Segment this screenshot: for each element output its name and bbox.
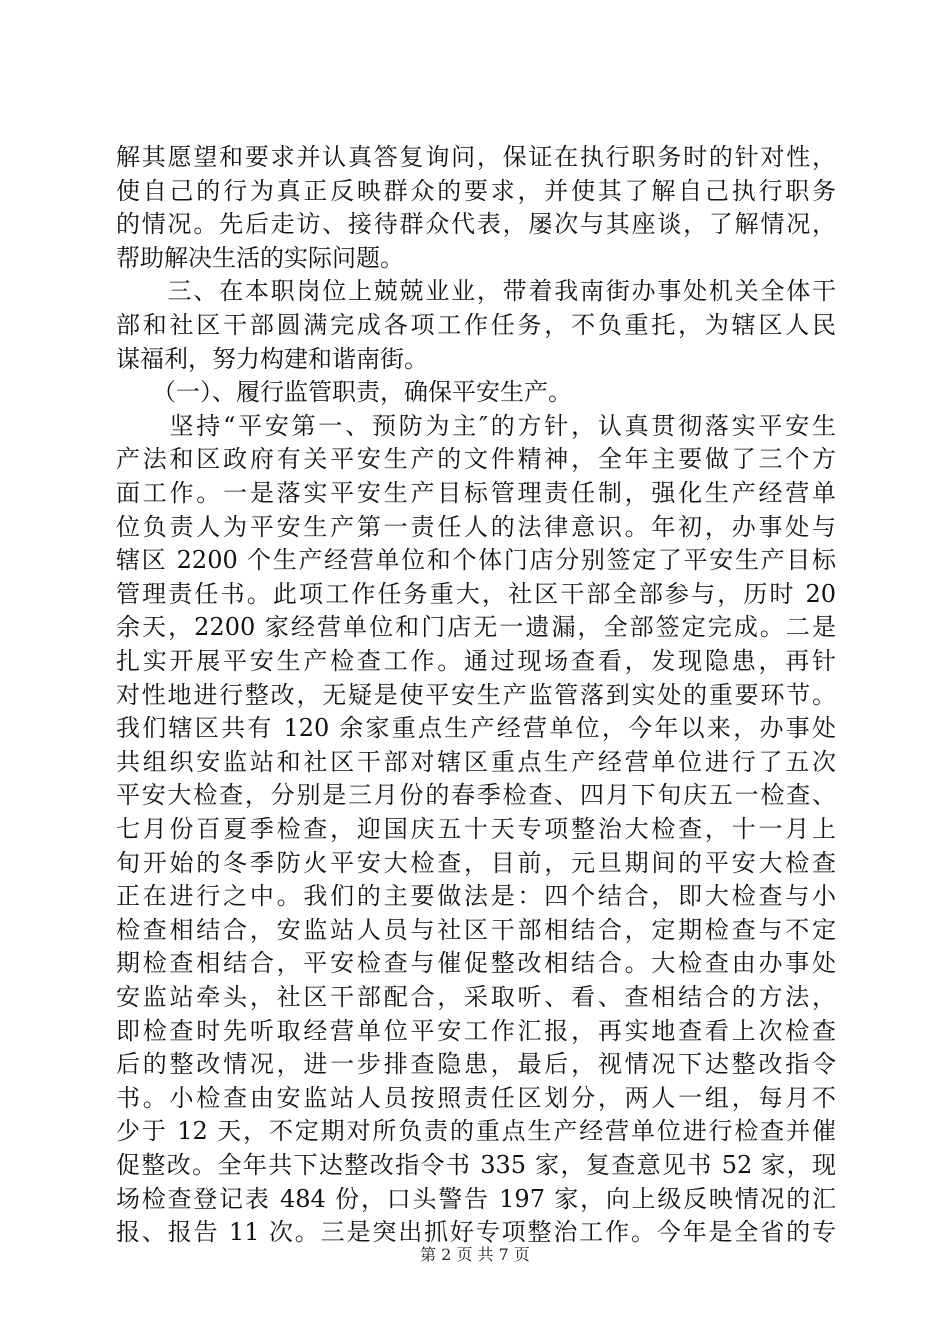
body-line-5: 三、在本职岗位上兢兢业业，带着我南街办事处机关全体干 [116,277,836,306]
body-line-9: 坚持“平安第一、预防为主″的方针，认真贯彻落实平安生 [116,411,836,440]
body-line-19: 共组织安监站和社区干部对辖区重点生产经营单位进行了五次 [116,747,836,776]
body-line-14: 管理责任书。此项工作任务重大，社区干部全部参与，历时 20 [116,579,836,608]
page-footer: 第 2 页 共 7 页 [420,1245,530,1264]
body-line-27: 即检查时先听取经营单位平安工作汇报，再实地查看上次检查 [116,1016,836,1045]
body-line-25: 期检查相结合，平安检查与催促整改相结合。大检查由办事处 [116,949,836,978]
body-line-32: 场检查登记表 484 份，口头警告 197 家，向上级反映情况的汇 [116,1184,836,1213]
body-line-3: 的情况。先后走访、接待群众代表，屡次与其座谈，了解情况， [116,210,836,239]
body-line-15: 余天，2200 家经营单位和门店无一遗漏，全部签定完成。二是 [116,613,836,642]
body-line-21: 七月份百夏季检查，迎国庆五十天专项整治大检查，十一月上 [116,815,836,843]
body-line-18: 我们辖区共有 120 余家重点生产经营单位，今年以来，办事处 [116,714,836,743]
body-line-12: 位负责人为平安生产第一责任人的法律意识。年初，办事处与 [116,512,836,541]
body-line-13: 辖区 2200 个生产经营单位和个体门店分别签定了平安生产目标 [116,546,836,575]
body-line-24: 检查相结合，安监站人员与社区干部相结合，定期检查与不定 [116,915,836,944]
body-line-10: 产法和区政府有关平安生产的文件精神，全年主要做了三个方 [116,445,836,474]
body-line-23: 正在进行之中。我们的主要做法是：四个结合，即大检查与小 [116,882,836,911]
body-line-7: 谋福利，努力构建和谐南街。 [116,344,428,373]
body-line-28: 后的整改情况，进一步排查隐患，最后，视情况下达整改指令 [116,1050,836,1079]
body-line-16: 扎实开展平安生产检查工作。通过现场查看，发现隐患，再针 [116,647,836,675]
body-line-4: 帮助解决生活的实际问题。 [116,243,404,272]
body-line-30: 少于 12 天，不定期对所负责的重点生产经营单位进行检查并催 [116,1117,836,1146]
body-line-22: 旬开始的冬季防火平安大检查，目前，元旦期间的平安大检查 [116,848,836,877]
section-heading: （一）、履行监管职责，确保平安生产。 [116,378,572,407]
body-line-11: 面工作。一是落实平安生产目标管理责任制，强化生产经营单 [116,479,836,507]
body-line-1: 解其愿望和要求并认真答复询问，保证在执行职务时的针对性， [116,143,836,171]
body-line-26: 安监站牵头，社区干部配合，采取听、看、查相结合的方法， [116,983,836,1011]
body-line-33: 报、报告 11 次。三是突出抓好专项整治工作。今年是全省的专 [116,1218,836,1247]
body-line-6: 部和社区干部圆满完成各项工作任务，不负重托，为辖区人民 [116,311,836,339]
body-line-29: 书。小检查由安监站人员按照责任区划分，两人一组，每月不 [116,1083,836,1112]
body-line-20: 平安大检查，分别是三月份的春季检查、四月下旬庆五一检查、 [116,781,836,810]
body-line-2: 使自己的行为真正反映群众的要求，并使其了解自己执行职务 [116,176,836,205]
body-line-31: 促整改。全年共下达整改指令书 335 家，复查意见书 52 家，现 [116,1151,836,1179]
body-line-17: 对性地进行整改，无疑是使平安生产监管落到实处的重要环节。 [116,680,836,709]
